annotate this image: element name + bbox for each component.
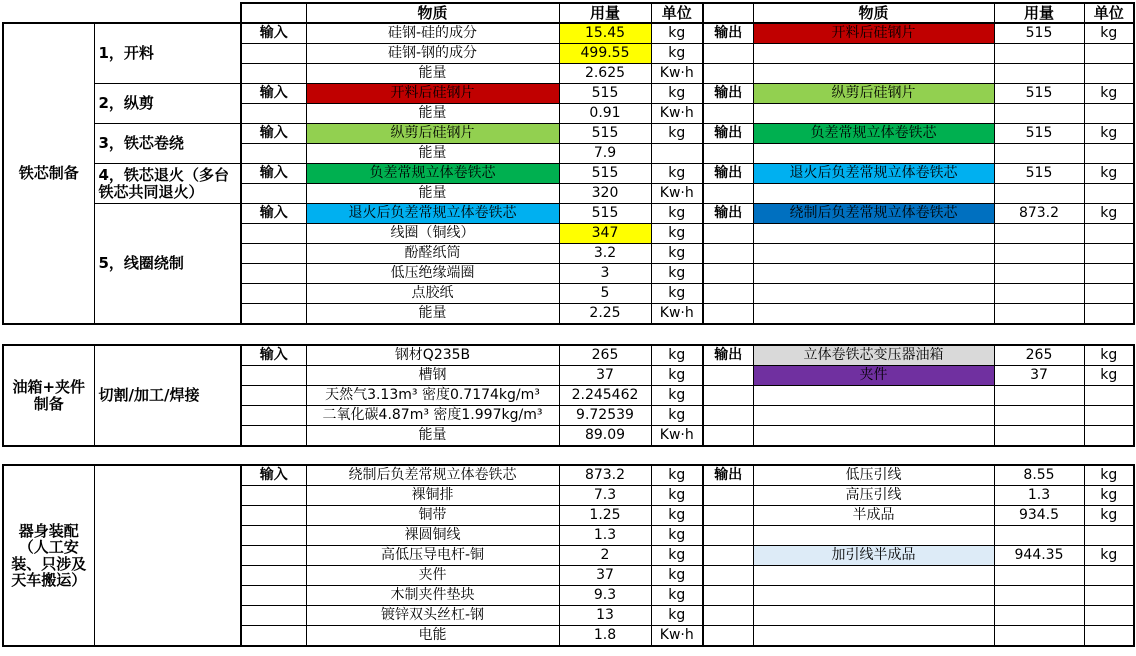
io-output-label-cell[interactable] — [703, 386, 753, 406]
section-table-2 — [2, 464, 1135, 647]
input-amount-cell[interactable]: 1.8 — [559, 626, 651, 647]
io-output-label-cell[interactable]: 输出 — [703, 204, 753, 224]
io-input-label-cell[interactable] — [241, 64, 306, 84]
output-amount-cell[interactable] — [994, 586, 1084, 606]
io-input-label-cell[interactable]: 输入 — [241, 124, 306, 144]
output-material-cell[interactable] — [753, 526, 994, 546]
header-spacer-cell-2[interactable] — [703, 3, 753, 24]
input-amount-cell[interactable]: 3 — [559, 264, 651, 284]
output-amount-cell[interactable] — [994, 64, 1084, 84]
input-unit-cell[interactable]: kg — [651, 345, 703, 366]
io-input-label-cell[interactable] — [241, 284, 306, 304]
input-material-cell[interactable]: 硅钢-硅的成分 — [306, 23, 559, 44]
output-unit-cell[interactable] — [1084, 224, 1134, 244]
output-material-cell[interactable] — [753, 264, 994, 284]
output-amount-cell[interactable] — [994, 284, 1084, 304]
input-amount-cell[interactable]: 515 — [559, 204, 651, 224]
io-output-label-cell[interactable] — [703, 244, 753, 264]
output-amount-cell[interactable] — [994, 244, 1084, 264]
input-amount-cell[interactable]: 7.3 — [559, 486, 651, 506]
io-output-label-cell[interactable] — [703, 426, 753, 447]
io-input-label-cell[interactable] — [241, 104, 306, 124]
output-amount-cell[interactable] — [994, 526, 1084, 546]
input-unit-cell[interactable]: kg — [651, 204, 703, 224]
input-amount-cell[interactable]: 2.25 — [559, 304, 651, 325]
table-row — [3, 204, 1134, 224]
output-unit-cell[interactable]: kg — [1084, 546, 1134, 566]
input-amount-cell[interactable]: 265 — [559, 345, 651, 366]
output-material-cell[interactable]: 加引线半成品 — [753, 546, 994, 566]
io-output-label-cell[interactable] — [703, 284, 753, 304]
input-amount-cell[interactable]: 515 — [559, 164, 651, 184]
output-unit-cell[interactable]: kg — [1084, 465, 1134, 486]
input-unit-cell[interactable]: kg — [651, 546, 703, 566]
output-unit-cell[interactable] — [1084, 566, 1134, 586]
io-input-label-cell[interactable] — [241, 526, 306, 546]
input-material-cell[interactable]: 能量 — [306, 64, 559, 84]
io-output-label-cell[interactable] — [703, 264, 753, 284]
output-amount-cell[interactable]: 515 — [994, 124, 1084, 144]
io-output-label-cell[interactable]: 输出 — [703, 23, 753, 44]
input-amount-cell[interactable]: 89.09 — [559, 426, 651, 447]
process-step-cell[interactable]: 4，铁芯退火（多台铁芯共同退火） — [94, 164, 241, 204]
header-input-amount-cell[interactable]: 用量 — [559, 3, 651, 24]
input-unit-cell[interactable]: kg — [651, 506, 703, 526]
input-unit-cell[interactable] — [651, 144, 703, 164]
header-row — [241, 3, 1134, 24]
input-amount-cell[interactable]: 320 — [559, 184, 651, 204]
output-material-cell[interactable] — [753, 244, 994, 264]
input-amount-cell[interactable]: 2 — [559, 546, 651, 566]
input-amount-cell[interactable]: 873.2 — [559, 465, 651, 486]
input-material-cell[interactable]: 线圈（铜线） — [306, 224, 559, 244]
output-amount-cell[interactable] — [994, 426, 1084, 447]
input-amount-cell[interactable]: 0.91 — [559, 104, 651, 124]
input-material-cell[interactable]: 能量 — [306, 184, 559, 204]
process-stage-cell[interactable]: 油箱+夹件制备 — [3, 345, 94, 446]
input-material-cell[interactable]: 夹件 — [306, 566, 559, 586]
io-input-label-cell[interactable] — [241, 264, 306, 284]
io-output-label-cell[interactable] — [703, 526, 753, 546]
output-amount-cell[interactable]: 8.55 — [994, 465, 1084, 486]
process-step-cell[interactable] — [94, 465, 241, 646]
process-step-cell[interactable]: 2，纵剪 — [94, 84, 241, 124]
output-material-cell[interactable] — [753, 426, 994, 447]
input-material-cell[interactable]: 高低压导电杆-铜 — [306, 546, 559, 566]
io-input-label-cell[interactable]: 输入 — [241, 345, 306, 366]
io-input-label-cell[interactable] — [241, 566, 306, 586]
output-material-cell[interactable] — [753, 586, 994, 606]
io-input-label-cell[interactable] — [241, 606, 306, 626]
output-amount-cell[interactable] — [994, 566, 1084, 586]
output-material-cell[interactable]: 负差常规立体卷铁芯 — [753, 124, 994, 144]
io-input-label-cell[interactable] — [241, 224, 306, 244]
io-output-label-cell[interactable] — [703, 304, 753, 325]
input-material-cell[interactable]: 退火后负差常规立体卷铁芯 — [306, 204, 559, 224]
output-material-cell[interactable] — [753, 104, 994, 124]
input-amount-cell[interactable]: 37 — [559, 366, 651, 386]
io-input-label-cell[interactable] — [241, 546, 306, 566]
input-amount-cell[interactable]: 2.245462 — [559, 386, 651, 406]
io-output-label-cell[interactable]: 输出 — [703, 84, 753, 104]
output-unit-cell[interactable] — [1084, 144, 1134, 164]
output-unit-cell[interactable] — [1084, 526, 1134, 546]
output-amount-cell[interactable] — [994, 626, 1084, 647]
process-stage-cell[interactable]: 器身装配（人工安装、只涉及天车搬运） — [3, 465, 94, 646]
output-material-cell[interactable]: 夹件 — [753, 366, 994, 386]
input-material-cell[interactable]: 能量 — [306, 104, 559, 124]
table-row — [3, 23, 1134, 44]
output-amount-cell[interactable] — [994, 406, 1084, 426]
output-unit-cell[interactable]: kg — [1084, 164, 1134, 184]
input-amount-cell[interactable]: 3.2 — [559, 244, 651, 264]
io-input-label-cell[interactable] — [241, 386, 306, 406]
input-unit-cell[interactable]: Kw·h — [651, 626, 703, 647]
input-unit-cell[interactable]: kg — [651, 366, 703, 386]
output-unit-cell[interactable] — [1084, 626, 1134, 647]
input-unit-cell[interactable]: kg — [651, 84, 703, 104]
io-input-label-cell[interactable] — [241, 586, 306, 606]
output-amount-cell[interactable] — [994, 104, 1084, 124]
input-unit-cell[interactable]: Kw·h — [651, 104, 703, 124]
input-material-cell[interactable]: 能量 — [306, 304, 559, 325]
input-unit-cell[interactable]: kg — [651, 124, 703, 144]
io-output-label-cell[interactable]: 输出 — [703, 345, 753, 366]
output-material-cell[interactable]: 退火后负差常规立体卷铁芯 — [753, 164, 994, 184]
output-amount-cell[interactable]: 265 — [994, 345, 1084, 366]
output-material-cell[interactable]: 立体卷铁芯变压器油箱 — [753, 345, 994, 366]
output-material-cell[interactable] — [753, 64, 994, 84]
input-material-cell[interactable]: 能量 — [306, 144, 559, 164]
output-amount-cell[interactable]: 515 — [994, 23, 1084, 44]
io-output-label-cell[interactable] — [703, 144, 753, 164]
output-material-cell[interactable] — [753, 304, 994, 325]
input-material-cell[interactable]: 天然气3.13m³ 密度0.7174kg/m³ — [306, 386, 559, 406]
input-amount-cell[interactable]: 15.45 — [559, 23, 651, 44]
input-material-cell[interactable]: 槽钢 — [306, 366, 559, 386]
io-input-label-cell[interactable]: 输入 — [241, 84, 306, 104]
table-row — [3, 465, 1134, 486]
output-unit-cell[interactable] — [1084, 264, 1134, 284]
output-amount-cell[interactable] — [994, 386, 1084, 406]
input-amount-cell[interactable]: 347 — [559, 224, 651, 244]
io-input-label-cell[interactable] — [241, 486, 306, 506]
input-unit-cell[interactable]: kg — [651, 586, 703, 606]
output-unit-cell[interactable]: kg — [1084, 124, 1134, 144]
io-output-label-cell[interactable] — [703, 104, 753, 124]
io-output-label-cell[interactable] — [703, 606, 753, 626]
output-unit-cell[interactable] — [1084, 386, 1134, 406]
input-unit-cell[interactable]: Kw·h — [651, 64, 703, 84]
input-amount-cell[interactable]: 515 — [559, 124, 651, 144]
output-material-cell[interactable] — [753, 626, 994, 647]
section-table-0 — [2, 22, 1135, 325]
input-material-cell[interactable]: 纵剪后硅钢片 — [306, 124, 559, 144]
output-amount-cell[interactable]: 515 — [994, 164, 1084, 184]
input-material-cell[interactable]: 低压绝缘端圈 — [306, 264, 559, 284]
output-material-cell[interactable] — [753, 566, 994, 586]
output-unit-cell[interactable] — [1084, 44, 1134, 64]
io-output-label-cell[interactable] — [703, 546, 753, 566]
input-amount-cell[interactable]: 2.625 — [559, 64, 651, 84]
output-amount-cell[interactable]: 1.3 — [994, 486, 1084, 506]
input-material-cell[interactable]: 电能 — [306, 626, 559, 647]
input-unit-cell[interactable]: kg — [651, 606, 703, 626]
input-amount-cell[interactable]: 1.3 — [559, 526, 651, 546]
io-input-label-cell[interactable] — [241, 366, 306, 386]
output-material-cell[interactable] — [753, 386, 994, 406]
output-amount-cell[interactable]: 944.35 — [994, 546, 1084, 566]
process-step-cell[interactable]: 3，铁芯卷绕 — [94, 124, 241, 164]
io-output-label-cell[interactable] — [703, 184, 753, 204]
output-unit-cell[interactable] — [1084, 104, 1134, 124]
io-output-label-cell[interactable] — [703, 406, 753, 426]
table-row — [3, 164, 1134, 184]
input-unit-cell[interactable]: Kw·h — [651, 184, 703, 204]
output-amount-cell[interactable]: 37 — [994, 366, 1084, 386]
output-material-cell[interactable] — [753, 224, 994, 244]
input-material-cell[interactable]: 裸圆铜线 — [306, 526, 559, 546]
output-material-cell[interactable] — [753, 284, 994, 304]
io-output-label-cell[interactable]: 输出 — [703, 465, 753, 486]
input-material-cell[interactable]: 能量 — [306, 426, 559, 447]
io-output-label-cell[interactable] — [703, 486, 753, 506]
input-unit-cell[interactable]: Kw·h — [651, 426, 703, 447]
io-input-label-cell[interactable] — [241, 426, 306, 447]
output-unit-cell[interactable] — [1084, 586, 1134, 606]
io-input-label-cell[interactable]: 输入 — [241, 204, 306, 224]
output-unit-cell[interactable] — [1084, 406, 1134, 426]
output-amount-cell[interactable] — [994, 184, 1084, 204]
output-material-cell[interactable] — [753, 184, 994, 204]
input-unit-cell[interactable]: kg — [651, 566, 703, 586]
io-input-label-cell[interactable] — [241, 506, 306, 526]
input-unit-cell[interactable]: kg — [651, 23, 703, 44]
input-amount-cell[interactable]: 515 — [559, 84, 651, 104]
input-unit-cell[interactable]: kg — [651, 164, 703, 184]
output-amount-cell[interactable] — [994, 44, 1084, 64]
io-output-label-cell[interactable] — [703, 586, 753, 606]
input-unit-cell[interactable]: kg — [651, 465, 703, 486]
io-input-label-cell[interactable] — [241, 44, 306, 64]
input-material-cell[interactable]: 镀锌双头丝杠-钢 — [306, 606, 559, 626]
io-output-label-cell[interactable] — [703, 626, 753, 647]
io-output-label-cell[interactable]: 输出 — [703, 164, 753, 184]
io-output-label-cell[interactable] — [703, 366, 753, 386]
output-amount-cell[interactable]: 934.5 — [994, 506, 1084, 526]
input-material-cell[interactable]: 裸铜排 — [306, 486, 559, 506]
output-amount-cell[interactable] — [994, 264, 1084, 284]
input-material-cell[interactable]: 开料后硅钢片 — [306, 84, 559, 104]
header-output-material-cell[interactable]: 物质 — [753, 3, 994, 24]
output-amount-cell[interactable] — [994, 224, 1084, 244]
io-input-label-cell[interactable] — [241, 244, 306, 264]
input-unit-cell[interactable]: kg — [651, 386, 703, 406]
output-material-cell[interactable]: 低压引线 — [753, 465, 994, 486]
output-unit-cell[interactable] — [1084, 184, 1134, 204]
input-amount-cell[interactable]: 9.3 — [559, 586, 651, 606]
output-unit-cell[interactable]: kg — [1084, 23, 1134, 44]
io-output-label-cell[interactable] — [703, 506, 753, 526]
output-material-cell[interactable] — [753, 606, 994, 626]
header-output-amount-cell[interactable]: 用量 — [994, 3, 1084, 24]
output-unit-cell[interactable]: kg — [1084, 506, 1134, 526]
process-step-cell[interactable]: 切割/加工/焊接 — [94, 345, 241, 446]
io-output-label-cell[interactable] — [703, 44, 753, 64]
input-material-cell[interactable]: 二氧化碳4.87m³ 密度1.997kg/m³ — [306, 406, 559, 426]
output-amount-cell[interactable]: 515 — [994, 84, 1084, 104]
input-unit-cell[interactable]: kg — [651, 526, 703, 546]
output-unit-cell[interactable]: kg — [1084, 204, 1134, 224]
table-row — [3, 124, 1134, 144]
output-unit-cell[interactable] — [1084, 426, 1134, 447]
output-unit-cell[interactable]: kg — [1084, 486, 1134, 506]
io-input-label-cell[interactable] — [241, 406, 306, 426]
output-amount-cell[interactable] — [994, 304, 1084, 325]
input-material-cell[interactable]: 钢材Q235B — [306, 345, 559, 366]
io-input-label-cell[interactable] — [241, 144, 306, 164]
input-amount-cell[interactable]: 9.72539 — [559, 406, 651, 426]
input-material-cell[interactable]: 点胶纸 — [306, 284, 559, 304]
input-material-cell[interactable]: 酚醛纸筒 — [306, 244, 559, 264]
input-unit-cell[interactable]: kg — [651, 406, 703, 426]
table-row — [3, 345, 1134, 366]
output-material-cell[interactable] — [753, 44, 994, 64]
input-amount-cell[interactable]: 7.9 — [559, 144, 651, 164]
header-input-unit-cell[interactable]: 单位 — [651, 3, 703, 24]
output-material-cell[interactable] — [753, 144, 994, 164]
header-input-material-cell[interactable]: 物质 — [306, 3, 559, 24]
output-material-cell[interactable]: 绕制后负差常规立体卷铁芯 — [753, 204, 994, 224]
output-material-cell[interactable]: 半成品 — [753, 506, 994, 526]
io-input-label-cell[interactable]: 输入 — [241, 164, 306, 184]
output-unit-cell[interactable]: kg — [1084, 366, 1134, 386]
input-unit-cell[interactable]: kg — [651, 264, 703, 284]
output-unit-cell[interactable] — [1084, 244, 1134, 264]
input-amount-cell[interactable]: 499.55 — [559, 44, 651, 64]
input-material-cell[interactable]: 铜带 — [306, 506, 559, 526]
process-step-cell[interactable]: 5，线圈绕制 — [94, 204, 241, 325]
input-unit-cell[interactable]: kg — [651, 244, 703, 264]
output-material-cell[interactable]: 开料后硅钢片 — [753, 23, 994, 44]
input-unit-cell[interactable]: kg — [651, 486, 703, 506]
table-row — [3, 84, 1134, 104]
input-amount-cell[interactable]: 13 — [559, 606, 651, 626]
io-output-label-cell[interactable] — [703, 64, 753, 84]
output-unit-cell[interactable]: kg — [1084, 345, 1134, 366]
io-input-label-cell[interactable] — [241, 626, 306, 647]
process-step-cell[interactable]: 1，开料 — [94, 23, 241, 84]
header-output-unit-cell[interactable]: 单位 — [1084, 3, 1134, 24]
io-output-label-cell[interactable]: 输出 — [703, 124, 753, 144]
input-amount-cell[interactable]: 1.25 — [559, 506, 651, 526]
output-unit-cell[interactable] — [1084, 606, 1134, 626]
input-unit-cell[interactable]: kg — [651, 224, 703, 244]
section-table-1 — [2, 344, 1135, 447]
io-input-label-cell[interactable] — [241, 304, 306, 325]
output-material-cell[interactable]: 高压引线 — [753, 486, 994, 506]
input-material-cell[interactable]: 负差常规立体卷铁芯 — [306, 164, 559, 184]
input-amount-cell[interactable]: 5 — [559, 284, 651, 304]
input-unit-cell[interactable]: Kw·h — [651, 304, 703, 325]
io-output-label-cell[interactable] — [703, 566, 753, 586]
input-material-cell[interactable]: 绕制后负差常规立体卷铁芯 — [306, 465, 559, 486]
io-output-label-cell[interactable] — [703, 224, 753, 244]
output-amount-cell[interactable] — [994, 144, 1084, 164]
input-amount-cell[interactable]: 37 — [559, 566, 651, 586]
output-unit-cell[interactable] — [1084, 64, 1134, 84]
output-amount-cell[interactable]: 873.2 — [994, 204, 1084, 224]
input-material-cell[interactable]: 硅钢-钢的成分 — [306, 44, 559, 64]
output-amount-cell[interactable] — [994, 606, 1084, 626]
process-stage-cell[interactable]: 铁芯制备 — [3, 23, 94, 324]
output-unit-cell[interactable] — [1084, 284, 1134, 304]
output-material-cell[interactable] — [753, 406, 994, 426]
io-input-label-cell[interactable]: 输入 — [241, 465, 306, 486]
output-unit-cell[interactable]: kg — [1084, 84, 1134, 104]
input-material-cell[interactable]: 木制夹件垫块 — [306, 586, 559, 606]
input-unit-cell[interactable]: kg — [651, 284, 703, 304]
output-material-cell[interactable]: 纵剪后硅钢片 — [753, 84, 994, 104]
input-unit-cell[interactable]: kg — [651, 44, 703, 64]
io-input-label-cell[interactable]: 输入 — [241, 23, 306, 44]
header-spacer-cell[interactable] — [241, 3, 306, 24]
output-unit-cell[interactable] — [1084, 304, 1134, 325]
io-input-label-cell[interactable] — [241, 184, 306, 204]
